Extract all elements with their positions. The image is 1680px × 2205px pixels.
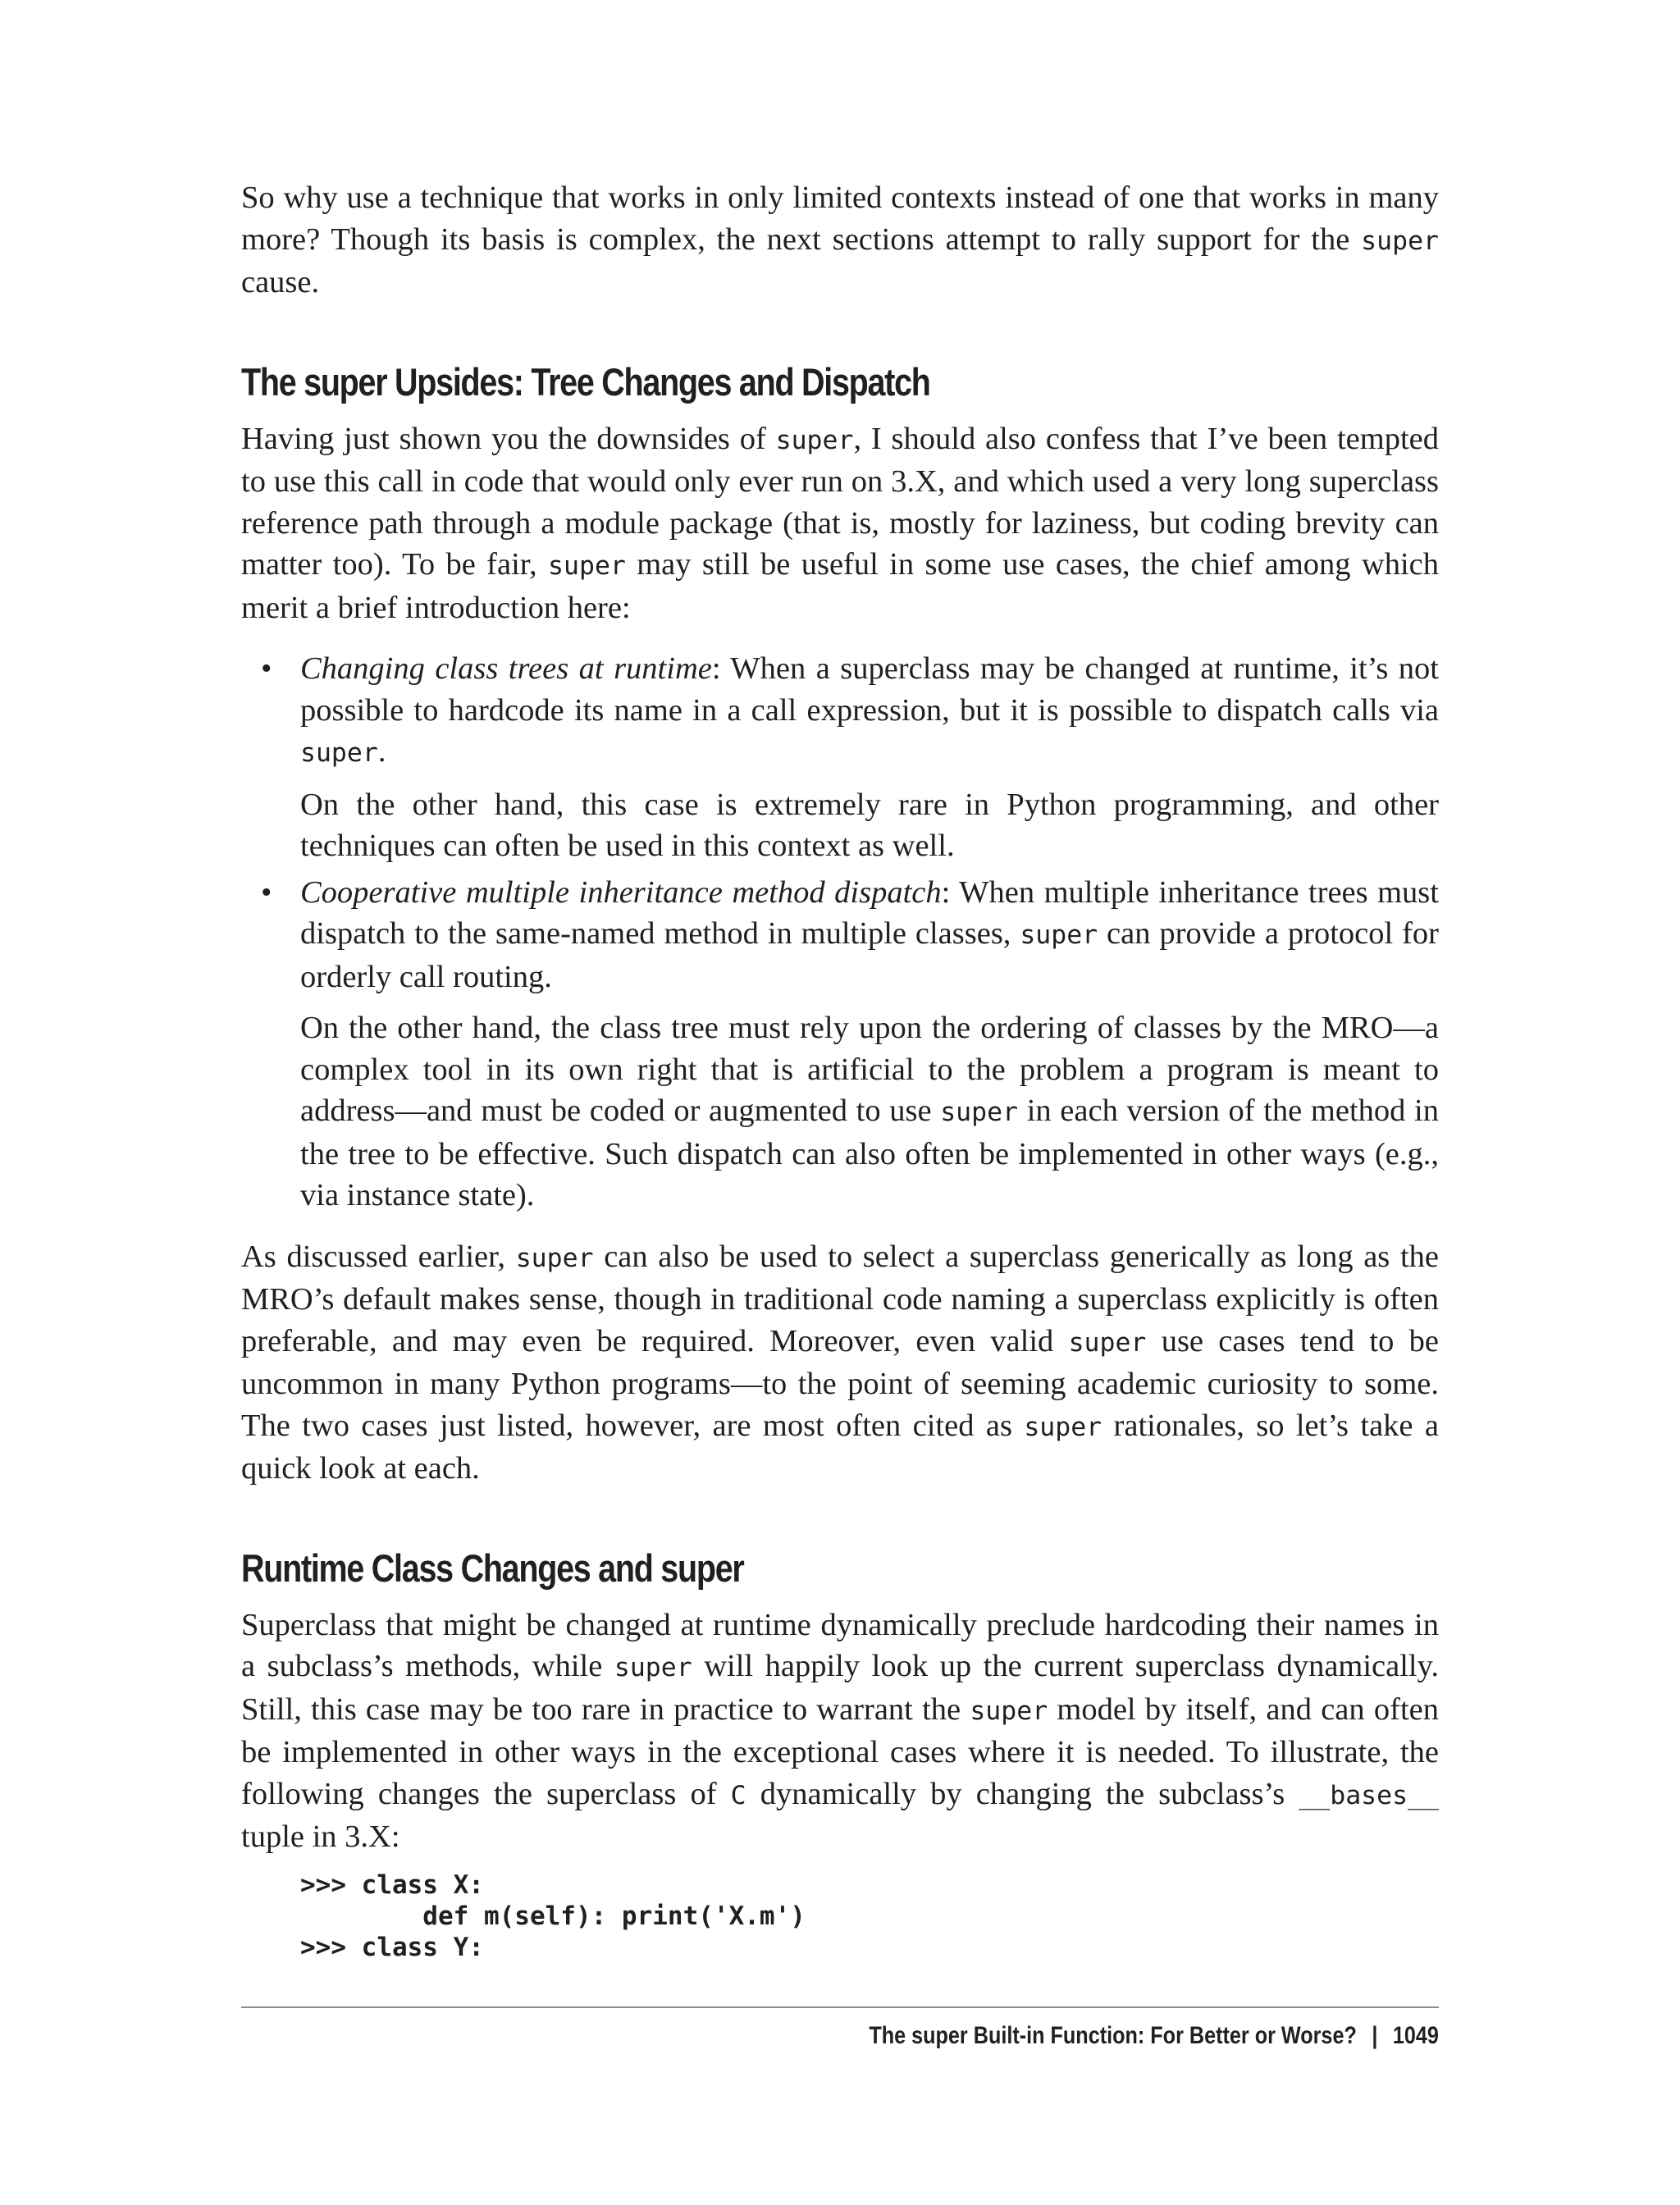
section-heading-runtime: Runtime Class Changes and super xyxy=(241,1545,744,1590)
inline-code: super xyxy=(775,425,854,455)
bullet-marker: • xyxy=(261,874,272,910)
term: Changing class trees at runtime xyxy=(300,651,712,686)
list-item xyxy=(241,872,1439,1217)
discussed-paragraph: As discussed earlier, super can also be used to select a superclass generically as long as the MRO’s default makes sense, though in traditional code naming a superclass explicitly is often preferable, and may even be required. Moreover, even valid super use cases tend to be uncommon in many Python programs—to the point of seeming academic curiosity to some. The two cases just listed, however, are most often cited as super rationales, so let’s take a quick look at each. xyxy=(241,1239,1440,1486)
page-footer xyxy=(869,2018,1439,2054)
inline-code: super xyxy=(300,738,378,768)
inline-code: super xyxy=(614,1653,692,1682)
inline-code: C xyxy=(730,1780,746,1810)
inline-code: super xyxy=(515,1243,594,1273)
footer-rule xyxy=(241,2006,1439,2008)
page-number: 1049 xyxy=(1392,2022,1439,2049)
list-item xyxy=(241,648,1439,867)
inline-code: super xyxy=(970,1696,1048,1726)
bullet-text: Changing class trees at runtime: When a superclass may be changed at runtime, it’s not possible to hardcode its name in a call expression, but it is possible to dispatch calls via super. xyxy=(300,651,1440,769)
inline-code: super xyxy=(1361,226,1439,256)
upsides-paragraph: Having just shown you the downsides of super, I should also confess that I’ve been tempted to use this call in code that would only ever run on 3.X, and which used a very long superclass reference path through a module package (that is, mostly for laziness, but coding brevity can matter too). To be fair, super may still be useful in some use cases, the chief among which merit a brief introduction here: xyxy=(241,421,1439,625)
footer-separator: | xyxy=(1372,2022,1378,2049)
use-case-list xyxy=(241,648,1439,1217)
running-title: The super Built-in Function: For Better or Worse? xyxy=(869,2022,1357,2049)
inline-code: super xyxy=(1024,1412,1102,1442)
bullet-marker: • xyxy=(261,651,272,686)
term: Cooperative multiple inheritance method dispatch xyxy=(300,874,942,910)
inline-code: super xyxy=(1020,920,1098,950)
inline-code: __bases__ xyxy=(1299,1780,1439,1810)
page-body xyxy=(241,177,1439,1963)
inline-code: super xyxy=(548,551,626,581)
bullet-text: Cooperative multiple inheritance method dispatch: When multiple inheritance trees must dispatch to the same-named method in multiple classes, super can provide a protocol for orderly call routing. xyxy=(300,874,1439,994)
section-heading-upsides: The super Upsides: Tree Changes and Dispatch xyxy=(241,359,930,404)
bullet-followup: On the other hand, the class tree must rely upon the ordering of classes by the MRO—a complex tool in its own right that is artificial to the problem a program is meant to address—and must be coded or augmented to use super in each version of the method in the tree to be effective. Such dispatch can also often be implemented in other ways (e.g., via instance state). xyxy=(300,1011,1439,1212)
runtime-paragraph: Superclass that might be changed at runtime dynamically preclude hardcoding their names in a subclass’s methods, while super will happily look up the current superclass dynamically. Still, this case may be too rare in practice to warrant the super model by itself, and can often be implemented in other ways in the exceptional cases where it is needed. To illustrate, the following changes the superclass of C dynamically by changing the subclass’s __bases__ tuple in 3.X: xyxy=(241,1607,1439,1854)
bullet-followup: On the other hand, this case is extremely rare in Python programming, and other techniques can often be used in this context as well. xyxy=(300,787,1439,863)
intro-paragraph: So why use a technique that works in only limited contexts instead of one that works in many more? Though its basis is complex, the next sections attempt to rally support for the super cause. xyxy=(241,180,1439,299)
inline-code: super xyxy=(940,1098,1019,1127)
inline-code: super xyxy=(1068,1327,1147,1358)
code-listing: >>> class X: def m(self): print('X.m') >>> class Y: xyxy=(300,1869,806,1962)
